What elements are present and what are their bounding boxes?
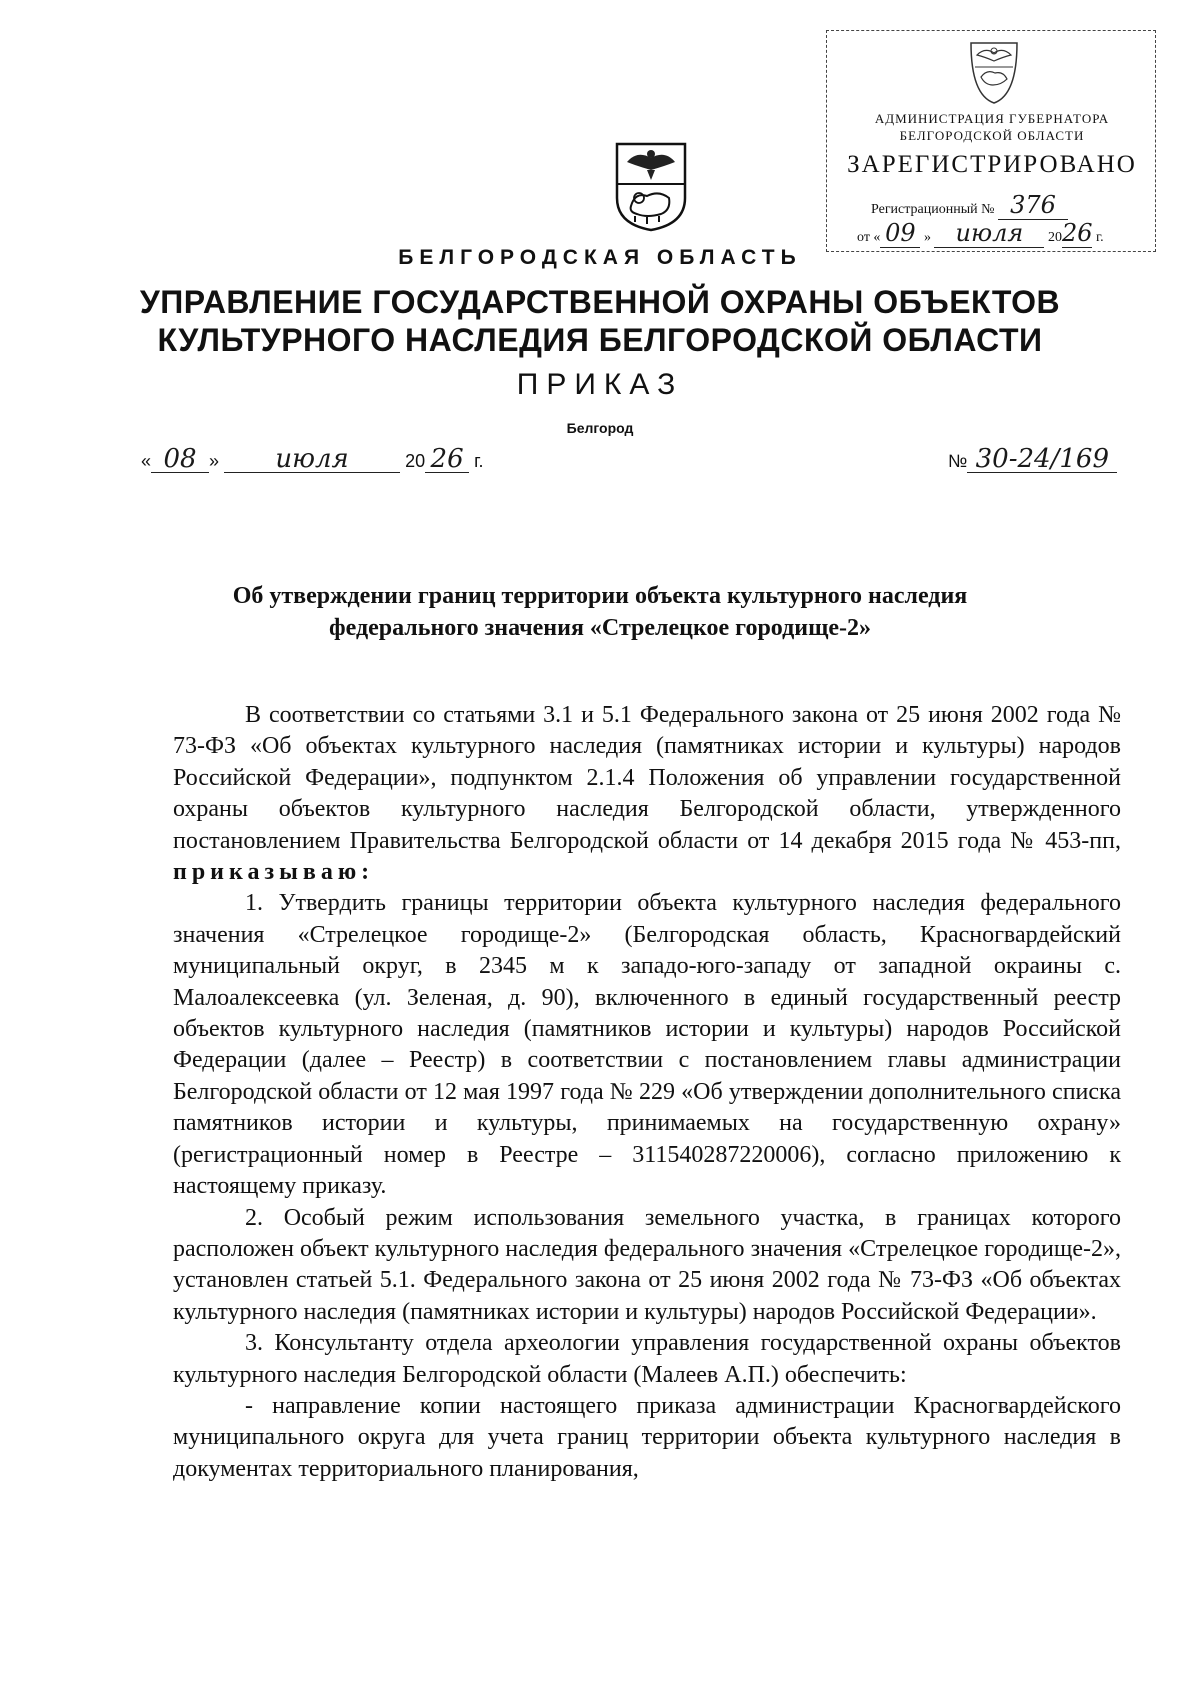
stamp-date-prefix: от « xyxy=(857,230,881,245)
body-order-keyword: приказываю: xyxy=(173,859,375,886)
body-paragraph-item-3: 3. Консультанту отдела археологии управления государственной охраны объектов культурного наследия Белгородской области (Малеев А.П.) обеспечить: xyxy=(173,1330,1121,1388)
stamp-status: ЗАРЕГИСТРИРОВАНО xyxy=(847,151,1137,178)
coat-of-arms-icon xyxy=(613,140,689,232)
body-paragraph-item-2: 2. Особый режим использования земельного участка, в границах которого расположен объект культурного наследия федерального значения «Стрелецкое городище-2», установлен статьей 5.1. Федерального закона от 25 июня 2002 года № 73-ФЗ «Об объектах культурного наследия (памятниках истории и культуры) народов Российской Федерации». xyxy=(173,1204,1121,1325)
stamp-date-year: 26 xyxy=(1061,219,1093,247)
document-body xyxy=(173,700,1121,1485)
order-date-close-quote: » xyxy=(209,451,220,471)
stamp-date-row xyxy=(857,219,1104,248)
document-type: ПРИКАЗ xyxy=(516,368,684,401)
stamp-registration-number-row xyxy=(871,191,1068,220)
stamp-organization-line2: БЕЛГОРОДСКОЙ ОБЛАСТИ xyxy=(899,128,1085,143)
order-date xyxy=(141,446,483,473)
department-name-line2: КУЛЬТУРНОГО НАСЛЕДИЯ БЕЛГОРОДСКОЙ ОБЛАСТИ xyxy=(157,322,1043,358)
order-date-day: 08 xyxy=(151,446,209,473)
stamp-date-year-prefix: 20 xyxy=(1047,230,1062,245)
body-paragraph-item-1: 1. Утвердить границы территории объекта культурного наследия федерального значения «Стрелецкое городище-2» (Белгородская область, Красногвардейский муниципальный округ, в 2345 м к западо-юго-западу от западной окраины с. Малоалексеевка (ул. Зеленая, д. 90), включенного в единый государственный реестр объектов культурного наследия (памятников истории и культуры) народов Российской Федерации (далее – Реестр) в соответствии с постановлением главы администрации Белгородской области от 12 мая 1997 года № 229 «Об утверждении дополнительного списка памятников истории и культуры, принимаемых на государственную охрану» (регистрационный номер в Реестре – 311540287220006), согласно приложению к настоящему приказу. xyxy=(173,890,1121,1200)
stamp-emblem-icon xyxy=(965,37,1023,107)
registration-stamp xyxy=(826,30,1156,252)
stamp-reg-label: Регистрационный № xyxy=(871,202,995,217)
department-name-line1: УПРАВЛЕНИЕ ГОСУДАРСТВЕННОЙ ОХРАНЫ ОБЪЕКТОВ xyxy=(139,284,1061,320)
document-title-line1: Об утверждении границ территории объекта культурного наследия xyxy=(232,583,968,609)
document-title-line2: федерального значения «Стрелецкое городище-2» xyxy=(329,615,871,641)
order-date-month: июля xyxy=(224,446,400,473)
body-paragraph-preamble: В соответствии со статьями 3.1 и 5.1 Федерального закона от 25 июня 2002 года № 73-ФЗ «Об объектах культурного наследия (памятниках истории и культуры) народов Российской Федерации», подпунктом 2.1.4 Положения об управлении государственной охраны объектов культурного наследия Белгородской области, утвержденного постановлением Правительства Белгородской области от 14 декабря 2015 года № 453-пп, приказываю: xyxy=(173,702,1121,886)
order-date-year-suffix: г. xyxy=(474,451,484,471)
document-title xyxy=(150,580,1050,644)
order-number-value: 30-24/169 xyxy=(967,446,1117,473)
stamp-organization-line1: АДМИНИСТРАЦИЯ ГУБЕРНАТОРА xyxy=(874,111,1110,126)
stamp-date-month: июля xyxy=(934,219,1044,248)
order-date-open-quote: « xyxy=(141,451,152,471)
order-date-year-prefix: 20 xyxy=(405,451,426,471)
stamp-date-day: 09 xyxy=(880,219,920,248)
order-number-label: № xyxy=(948,451,968,471)
body-paragraph-subitem: - направление копии настоящего приказа администрации Красногвардейского муниципального округа для учета границ территории объекта культурного наследия в документах территориального планирования, xyxy=(173,1392,1121,1482)
stamp-date-suffix: г. xyxy=(1095,230,1104,245)
stamp-reg-number: 376 xyxy=(998,191,1068,220)
document-city: Белгород xyxy=(566,420,634,436)
region-name: БЕЛГОРОДСКАЯ ОБЛАСТЬ xyxy=(398,246,802,269)
stamp-date-mid: » xyxy=(923,230,931,245)
order-date-year: 26 xyxy=(425,446,469,473)
order-number xyxy=(948,446,1117,473)
